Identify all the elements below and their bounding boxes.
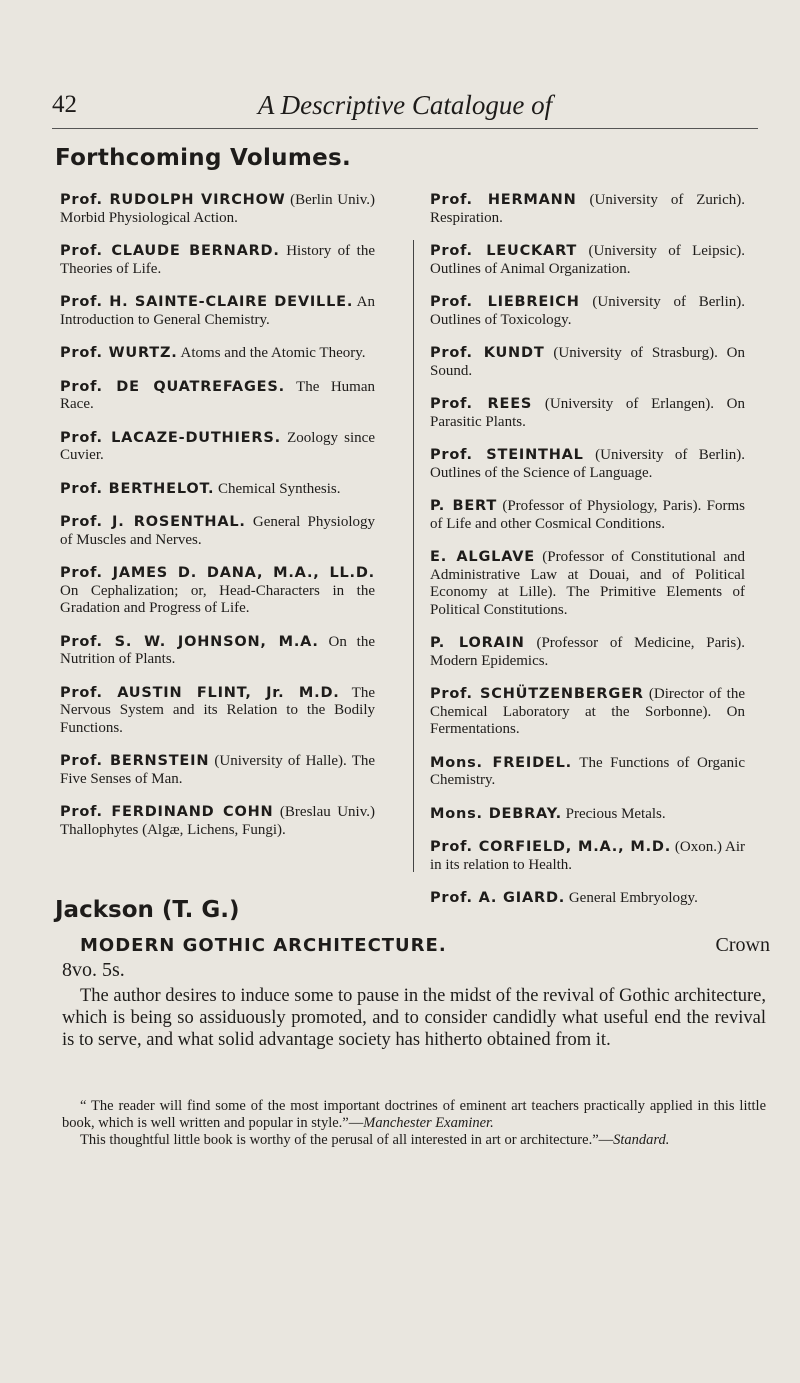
volume-entry: [60, 430, 375, 465]
volume-description: (University of Leipsic). Outlines of Animal Organization.: [430, 243, 745, 277]
author-name: E. ALGLAVE: [430, 549, 535, 565]
volume-entry: [60, 243, 375, 278]
volume-entry: [430, 890, 745, 908]
volume-entry: [60, 481, 375, 499]
volume-entry: [430, 806, 745, 824]
volume-entry: [430, 498, 745, 533]
volume-entry: [430, 447, 745, 482]
volume-description: (University of Berlin). Outlines of Toxicology.: [430, 294, 745, 328]
volume-entry: [430, 294, 745, 329]
section-heading: Forthcoming Volumes.: [55, 145, 352, 171]
left-column: [60, 192, 375, 855]
review-text: This thoughtful little book is worthy of the perusal of all interested in art or architecture.”—: [80, 1132, 614, 1148]
volume-entry: [60, 804, 375, 839]
volume-entry: [430, 192, 745, 227]
author-name: Prof. A. GIARD.: [430, 890, 566, 906]
author-name: Prof. CLAUDE BERNARD.: [60, 243, 280, 259]
volume-entry: [60, 565, 375, 618]
volume-description: (Director of the Chemical Laboratory at the Sorbonne). On Fermentations.: [430, 686, 745, 737]
volume-columns: [60, 192, 758, 906]
volume-description: (University of Strasburg). On Sound.: [430, 345, 745, 379]
page-header: [52, 90, 758, 130]
column-divider: [413, 240, 414, 872]
book-price: 8vo. 5s.: [62, 959, 125, 981]
author-name: P. BERT: [430, 498, 498, 514]
volume-entry: [430, 839, 745, 874]
volume-description: (University of Halle). The Five Senses of Man.: [60, 753, 376, 787]
author-name: Prof. STEINTHAL: [430, 447, 584, 463]
author-name: Prof. BERNSTEIN: [60, 753, 210, 769]
volume-entry: [60, 685, 375, 738]
volume-description: Chemical Synthesis.: [214, 480, 341, 497]
volume-entry: [60, 634, 375, 669]
author-name: Prof. REES: [430, 396, 533, 412]
volume-entry: [60, 514, 375, 549]
volume-description: Zoology since Cuvier.: [60, 429, 375, 463]
author-name: Prof. RUDOLPH VIRCHOW: [60, 192, 286, 208]
volume-description: (Berlin Univ.) Morbid Physiological Action.: [60, 192, 376, 226]
volume-description: (Professor of Constitutional and Administrative Law at Douai, and of Political Economy at Lille). The Primitive Elements of Political Constitutions.: [430, 549, 745, 618]
volume-entry: [430, 243, 745, 278]
volume-description: (Breslau Univ.) Thallophytes (Algæ, Lichens, Fungi).: [60, 804, 375, 838]
volume-description: On the Nutrition of Plants.: [60, 633, 375, 667]
volume-entry: [60, 192, 375, 227]
volume-entry: [430, 635, 745, 670]
author-heading: Jackson (T. G.): [55, 897, 240, 923]
author-name: Prof. H. SAINTE-CLAIRE DEVILLE.: [60, 294, 354, 310]
review-text: “ The reader will find some of the most important doctrines of eminent art teachers practically applied in this little book, which is well written and popular in style.”—: [62, 1098, 766, 1131]
volume-entry: [430, 396, 745, 431]
author-name: P. LORAIN: [430, 635, 525, 651]
volume-entry: [60, 753, 375, 788]
volume-description: The Functions of Organic Chemistry.: [430, 754, 745, 788]
volume-description: General Physiology of Muscles and Nerves.: [60, 514, 376, 548]
volume-description: (Oxon.) Air in its relation to Health.: [430, 839, 745, 873]
author-name: Prof. LIEBREICH: [430, 294, 580, 310]
volume-entry: [430, 345, 745, 380]
right-column: [430, 192, 745, 924]
review-quote: [62, 1132, 766, 1149]
volume-entry: [60, 345, 375, 363]
author-name: Prof. HERMANN: [430, 192, 577, 208]
volume-description: (Professor of Physiology, Paris). Forms of Life and other Cosmical Conditions.: [430, 498, 746, 532]
volume-entry: [430, 686, 745, 739]
author-name: Prof. CORFIELD, M.A., M.D.: [430, 839, 672, 855]
author-name: Prof. J. ROSENTHAL.: [60, 514, 246, 530]
book-title-line: [80, 933, 770, 958]
review-quote: [62, 1098, 766, 1132]
review-source: Manchester Examiner.: [363, 1115, 494, 1131]
volume-description: Precious Metals.: [561, 805, 666, 822]
volume-description: On Cephalization; or, Head-Characters in the Gradation and Progress of Life.: [60, 582, 375, 616]
book-title: MODERN GOTHIC ARCHITECTURE.: [80, 935, 447, 956]
author-name: Prof. S. W. JOHNSON, M.A.: [60, 633, 319, 650]
volume-description: History of the Theories of Life.: [60, 243, 375, 277]
author-name: Mons. FREIDEL.: [430, 754, 572, 771]
volume-description: The Human Race.: [60, 378, 375, 412]
page-number: 42: [52, 91, 77, 118]
review-source: Standard.: [613, 1132, 670, 1148]
author-name: Prof. AUSTIN FLINT, Jr. M.D.: [60, 684, 340, 701]
volume-entry: [60, 379, 375, 414]
author-name: Prof. LACAZE-DUTHIERS.: [60, 429, 281, 446]
volume-entry: [430, 549, 745, 619]
author-name: Mons. DEBRAY.: [430, 805, 562, 822]
author-name: Prof. DE QUATREFAGES.: [60, 378, 285, 395]
volume-description: (Professor of Medicine, Paris). Modern Epidemics.: [430, 635, 745, 669]
author-name: Prof. JAMES D. DANA, M.A., LL.D.: [60, 565, 375, 581]
header-rule: [52, 128, 758, 129]
author-name: Prof. KUNDT: [430, 345, 545, 361]
volume-description: Atoms and the Atomic Theory.: [177, 345, 366, 361]
volume-entry: [60, 294, 375, 329]
author-name: Prof. WURTZ.: [60, 345, 178, 361]
author-name: Prof. LEUCKART: [430, 243, 578, 259]
volume-description: General Embryology.: [565, 890, 698, 906]
author-name: Prof. BERTHELOT.: [60, 480, 215, 497]
book-description: The author desires to induce some to pause in the midst of the revival of Gothic architecture, which is being so assiduously promoted, and to consider candidly what useful end the revival is to serve, and what solid advantage society has hitherto obtained from it.: [62, 986, 766, 1050]
author-name: Prof. SCHÜTZENBERGER: [430, 686, 644, 702]
volume-description: (University of Erlangen). On Parasitic Plants.: [430, 396, 745, 430]
volume-description: The Nervous System and its Relation to the Bodily Functions.: [60, 684, 375, 736]
volume-entry: [430, 755, 745, 790]
author-name: Prof. FERDINAND COHN: [60, 804, 274, 820]
volume-description: (University of Berlin). Outlines of the Science of Language.: [430, 447, 745, 481]
volume-description: An Introduction to General Chemistry.: [60, 294, 375, 328]
volume-description: (University of Zurich). Respiration.: [430, 192, 746, 226]
book-format: Crown: [715, 934, 770, 956]
running-title: A Descriptive Catalogue of: [257, 90, 553, 120]
